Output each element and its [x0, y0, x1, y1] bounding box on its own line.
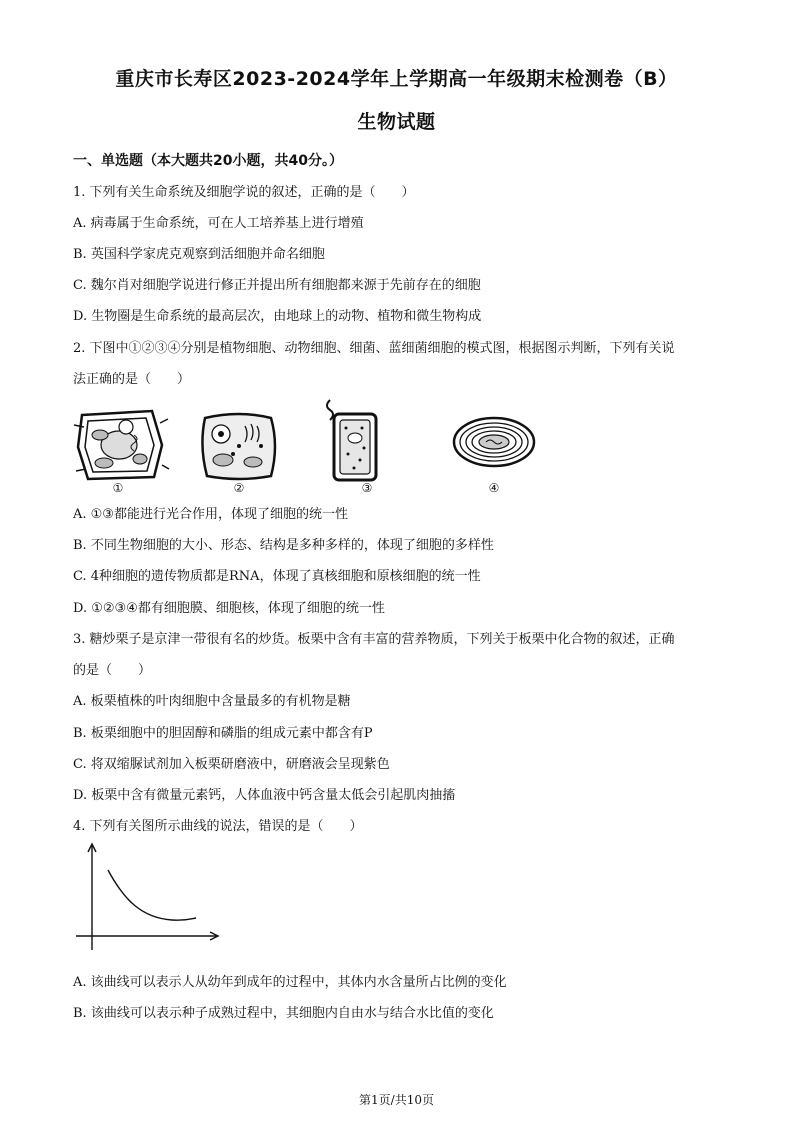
decreasing-curve-figure	[72, 842, 224, 954]
question-3-option-a: A. 板栗植株的叶肉细胞中含量最多的有机物是糖	[73, 694, 351, 709]
figure-label-3: ③	[361, 481, 373, 495]
question-2-option-d: D. ①②③④都有细胞膜、细胞核，体现了细胞的统一性	[73, 601, 385, 616]
question-3-option-b: B. 板栗细胞中的胆固醇和磷脂的组成元素中都含有P	[73, 726, 373, 741]
question-1-option-d: D. 生物圈是生命系统的最高层次，由地球上的动物、植物和微生物构成	[73, 309, 482, 324]
question-2-option-b: B. 不同生物细胞的大小、形态、结构是多种多样的，体现了细胞的多样性	[73, 538, 494, 553]
question-3-option-c: C. 将双缩脲试剂加入板栗研磨液中，研磨液会呈现紫色	[73, 757, 390, 772]
question-4-option-a: A. 该曲线可以表示人从幼年到成年的过程中，其体内水含量所占比例的变化	[73, 975, 507, 990]
plant-cell-figure	[74, 405, 169, 485]
exam-title: 重庆市长寿区2023-2024学年上学期高一年级期末检测卷（B）	[115, 68, 678, 90]
question-3-stem-line2: 的是（ ）	[73, 663, 152, 678]
question-2-option-a: A. ①③都能进行光合作用，体现了细胞的统一性	[73, 507, 348, 522]
page-footer: 第1页/共10页	[359, 1093, 434, 1107]
question-3-option-d: D. 板栗中含有微量元素钙，人体血液中钙含量太低会引起肌肉抽搐	[73, 788, 456, 803]
question-1-stem: 1. 下列有关生命系统及细胞学说的叙述，正确的是（ ）	[73, 185, 415, 200]
section-heading: 一、单选题（本大题共20小题，共40分。）	[73, 153, 343, 169]
bacterium-figure	[320, 398, 390, 484]
question-1-option-a: A. 病毒属于生命系统，可在人工培养基上进行增殖	[73, 216, 364, 231]
question-2-stem-line1: 2. 下图中①②③④分别是植物细胞、动物细胞、细菌、蓝细菌细胞的模式图，根据图示判断，下列有关说	[73, 341, 675, 356]
question-1-option-c: C. 魏尔肖对细胞学说进行修正并提出所有细胞都来源于先前存在的细胞	[73, 278, 481, 293]
animal-cell-figure	[199, 410, 279, 482]
figure-label-2: ②	[233, 481, 245, 495]
figure-label-1: ①	[112, 481, 124, 495]
question-4-option-b: B. 该曲线可以表示种子成熟过程中，其细胞内自由水与结合水比值的变化	[73, 1006, 494, 1021]
question-2-stem-line2: 法正确的是（ ）	[73, 372, 191, 387]
question-1-option-b: B. 英国科学家虎克观察到活细胞并命名细胞	[73, 247, 325, 262]
question-4-stem: 4. 下列有关图所示曲线的说法，错误的是（ ）	[73, 819, 363, 834]
question-2-option-c: C. 4种细胞的遗传物质都是RNA，体现了真核细胞和原核细胞的统一性	[73, 569, 481, 584]
exam-subtitle: 生物试题	[357, 111, 436, 133]
question-3-stem-line1: 3. 糖炒栗子是京津一带很有名的炒货。板栗中含有丰富的营养物质，下列关于板栗中化合物的叙述，正确	[73, 632, 675, 647]
figure-label-4: ④	[488, 481, 500, 495]
cyanobacterium-figure	[452, 416, 536, 468]
